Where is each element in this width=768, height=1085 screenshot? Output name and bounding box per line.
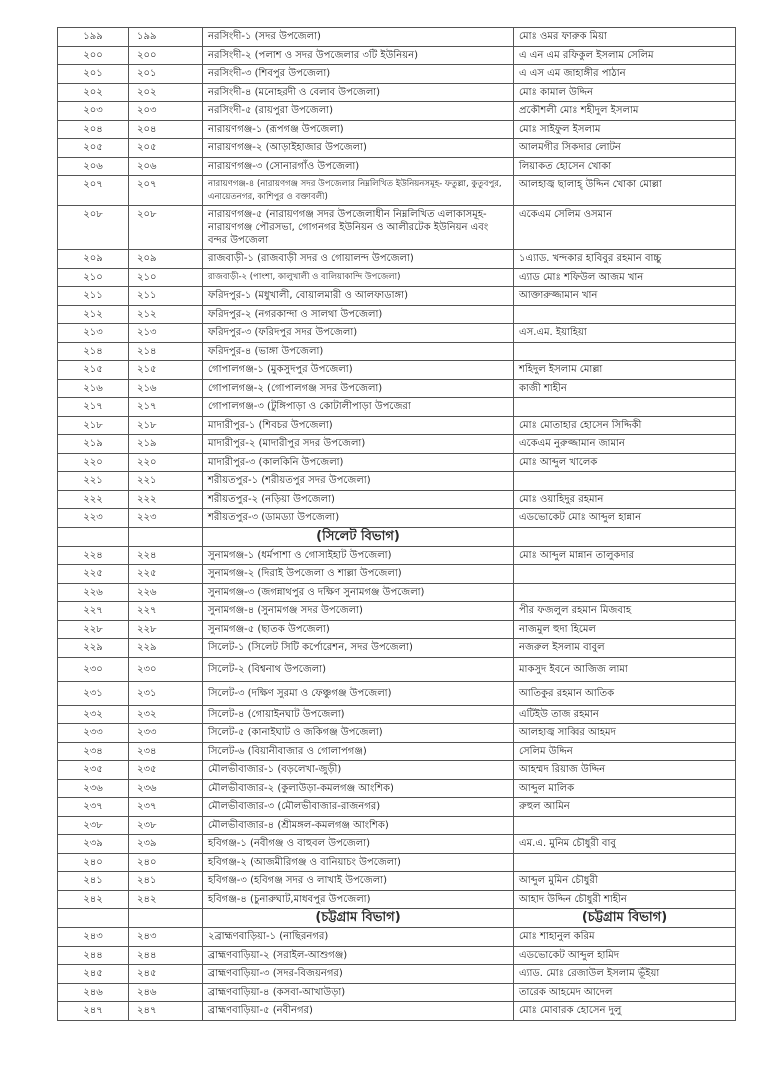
division-title-right bbox=[514, 527, 736, 546]
table-row bbox=[58, 206, 736, 250]
constituency-cell: নরসিংদী-৫ (রায়পুরা উপজেলা) bbox=[203, 102, 514, 121]
seat-number-cell: ২১২ bbox=[129, 305, 203, 324]
candidate-name-cell bbox=[514, 398, 736, 417]
constituency-cell: মৌলভীবাজার-২ (কুলাউড়া-কমলগঞ্জ আংশিক) bbox=[203, 779, 514, 798]
candidate-name-cell: আব্দুল মুমিন চৌধুরী bbox=[514, 872, 736, 891]
seat-number-cell: ২৪১ bbox=[129, 872, 203, 891]
seat-number-cell: ২০৬ bbox=[129, 157, 203, 176]
seat-number-cell: ২১৩ bbox=[129, 324, 203, 343]
candidate-name-cell: এডভোকেট মোঃ আব্দুল হান্নান bbox=[514, 509, 736, 528]
table-row bbox=[58, 176, 736, 206]
seat-number-cell: ২১৬ bbox=[129, 379, 203, 398]
table-row bbox=[58, 139, 736, 158]
serial-number-cell: ২৪০ bbox=[58, 853, 129, 872]
candidate-name-cell: এস.এম. ইয়াহিয়া bbox=[514, 324, 736, 343]
division-title: (চট্টগ্রাম বিভাগ) bbox=[203, 909, 514, 928]
serial-number-cell: ২৪৩ bbox=[58, 928, 129, 947]
constituency-cell: সিলেট-২ (বিশ্বনাথ উপজেলা) bbox=[203, 657, 514, 681]
serial-number-cell: ২০৭ bbox=[58, 176, 129, 206]
table-row bbox=[58, 657, 736, 681]
candidate-name-cell: এম.এ. মুনিম চৌধুরী বাবু bbox=[514, 835, 736, 854]
seat-number-cell: ২৪৭ bbox=[129, 1002, 203, 1021]
seat-number-cell: ২০০ bbox=[129, 46, 203, 65]
candidate-name-cell: এ্যাড মোঃ শফিউল আজম খান bbox=[514, 268, 736, 287]
table-row bbox=[58, 798, 736, 817]
division-header-row bbox=[58, 527, 736, 546]
seat-number-cell: ২২৭ bbox=[129, 602, 203, 621]
constituency-cell: সুনামগঞ্জ-৩ (জগন্নাথপুর ও দক্ষিণ সুনামগঞ্জ উপজেলা) bbox=[203, 583, 514, 602]
seat-number-cell: ২২৪ bbox=[129, 546, 203, 565]
seat-number-cell: ২৩০ bbox=[129, 657, 203, 681]
seat-number-cell: ২২০ bbox=[129, 453, 203, 472]
candidate-name-cell bbox=[514, 342, 736, 361]
seat-number-cell: ২৩৩ bbox=[129, 724, 203, 743]
table-row bbox=[58, 472, 736, 491]
table-row bbox=[58, 1002, 736, 1021]
serial-number-cell: ২৩২ bbox=[58, 705, 129, 724]
constituency-cell: সিলেট-৩ (দক্ষিণ সুরমা ও ফেঞ্চুগঞ্জ উপজেলা) bbox=[203, 681, 514, 705]
division-title: (সিলেট বিভাগ) bbox=[203, 527, 514, 546]
table-row bbox=[58, 28, 736, 47]
serial-number-cell: ২০৯ bbox=[58, 250, 129, 269]
constituency-cell: হবিগঞ্জ-৪ (চুনারুঘাট,মাধবপুর উপজেলা) bbox=[203, 890, 514, 909]
table-row bbox=[58, 157, 736, 176]
table-row bbox=[58, 250, 736, 269]
seat-number-cell: ২৪৬ bbox=[129, 983, 203, 1002]
table-row bbox=[58, 379, 736, 398]
table-row bbox=[58, 565, 736, 584]
serial-number-cell: ২১৭ bbox=[58, 398, 129, 417]
seat-number-cell: ২১৫ bbox=[129, 361, 203, 380]
constituency-cell: গোপালগঞ্জ-২ (গোপালগঞ্জ সদর উপজেলা) bbox=[203, 379, 514, 398]
table-row bbox=[58, 83, 736, 102]
serial-number-cell: ২৩৭ bbox=[58, 798, 129, 817]
seat-number-cell: ২৪৪ bbox=[129, 946, 203, 965]
candidate-name-cell: মোঃ ওয়াহিদুর রহমান bbox=[514, 490, 736, 509]
seat-number-cell: ২০৯ bbox=[129, 250, 203, 269]
constituency-cell: ফরিদপুর-৩ (ফরিদপুর সদর উপজেলা) bbox=[203, 324, 514, 343]
constituency-cell: ফরিদপুর-৪ (ভাঙ্গা উপজেলা) bbox=[203, 342, 514, 361]
serial-number-cell: ২২৭ bbox=[58, 602, 129, 621]
candidate-name-cell: এ এস এম জাহাঙ্গীর পাঠান bbox=[514, 65, 736, 84]
table-row bbox=[58, 816, 736, 835]
table-row bbox=[58, 620, 736, 639]
table-row bbox=[58, 453, 736, 472]
candidate-name-cell: মোঃ আব্দুল মান্নান তালুকদার bbox=[514, 546, 736, 565]
seat-number-cell: ২৩৬ bbox=[129, 779, 203, 798]
constituency-cell: শরীয়তপুর-২ (নড়িয়া উপজেলা) bbox=[203, 490, 514, 509]
seat-number-cell: ২২৫ bbox=[129, 565, 203, 584]
seat-number-cell: ২০৩ bbox=[129, 102, 203, 121]
seat-number-cell: ২২৬ bbox=[129, 583, 203, 602]
table-row bbox=[58, 287, 736, 306]
table-row bbox=[58, 681, 736, 705]
table-row bbox=[58, 120, 736, 139]
constituency-cell: ব্রাহ্মণবাড়িয়া-৩ (সদর-বিজয়নগর) bbox=[203, 965, 514, 984]
table-row bbox=[58, 928, 736, 947]
seat-number-cell: ২১৯ bbox=[129, 435, 203, 454]
seat-number-cell: ২০৭ bbox=[129, 176, 203, 206]
candidate-list-table bbox=[57, 27, 736, 1021]
constituency-cell: শরীয়তপুর-১ (শরীয়তপুর সদর উপজেলা) bbox=[203, 472, 514, 491]
constituency-cell: সিলেট-৪ (গোয়াইনঘাট উপজেলা) bbox=[203, 705, 514, 724]
constituency-cell: সিলেট-১ (সিলেট সিটি কর্পোরেশন, সদর উপজেলা) bbox=[203, 639, 514, 658]
table-row bbox=[58, 416, 736, 435]
seat-number-cell: ২৪৫ bbox=[129, 965, 203, 984]
table-row bbox=[58, 361, 736, 380]
candidate-name-cell: একেএম সেলিম ওসমান bbox=[514, 206, 736, 250]
constituency-cell: ব্রাহ্মণবাড়িয়া-৫ (নবীনগর) bbox=[203, 1002, 514, 1021]
constituency-cell: সিলেট-৫ (কানাইঘাট ও জকিগঞ্জ উপজেলা) bbox=[203, 724, 514, 743]
table-row bbox=[58, 890, 736, 909]
serial-number-cell: ২৩০ bbox=[58, 657, 129, 681]
table-row bbox=[58, 509, 736, 528]
constituency-cell: মাদারীপুর-১ (শিবচর উপজেলা) bbox=[203, 416, 514, 435]
candidate-name-cell: আলহাজ্ব ছালাহ্ উদ্দিন খোকা মোল্লা bbox=[514, 176, 736, 206]
seat-number-cell: ২৩৮ bbox=[129, 816, 203, 835]
serial-number-cell: ২০৬ bbox=[58, 157, 129, 176]
table-row bbox=[58, 742, 736, 761]
serial-number-cell: ২৪৬ bbox=[58, 983, 129, 1002]
serial-number-cell: ২০৩ bbox=[58, 102, 129, 121]
serial-number-cell: ২০২ bbox=[58, 83, 129, 102]
serial-number-cell: ২৩৬ bbox=[58, 779, 129, 798]
serial-number-cell: ২১৯ bbox=[58, 435, 129, 454]
seat-number-cell: ২৩৭ bbox=[129, 798, 203, 817]
table-row bbox=[58, 639, 736, 658]
serial-number-cell: ২৪২ bbox=[58, 890, 129, 909]
candidate-name-cell: মোঃ মোবারক হোসেন দুলু bbox=[514, 1002, 736, 1021]
serial-number-cell: ২৪৭ bbox=[58, 1002, 129, 1021]
table-row bbox=[58, 602, 736, 621]
table-body bbox=[58, 28, 736, 1021]
seat-number-cell: ২০৫ bbox=[129, 139, 203, 158]
table-row bbox=[58, 853, 736, 872]
serial-number-cell: ২১৩ bbox=[58, 324, 129, 343]
seat-number-cell: ২১১ bbox=[129, 287, 203, 306]
table-row bbox=[58, 835, 736, 854]
candidate-name-cell: শহিদুল ইসলাম মোল্লা bbox=[514, 361, 736, 380]
serial-number-cell: ২৩৪ bbox=[58, 742, 129, 761]
division-header-row bbox=[58, 909, 736, 928]
seat-number-cell: ২৩২ bbox=[129, 705, 203, 724]
constituency-cell: সুনামগঞ্জ-৫ (ছাতক উপজেলা) bbox=[203, 620, 514, 639]
serial-number-cell: ২০০ bbox=[58, 46, 129, 65]
seat-number-cell: ২১৭ bbox=[129, 398, 203, 417]
serial-number-cell: ২৩৯ bbox=[58, 835, 129, 854]
seat-number-cell: ২১৪ bbox=[129, 342, 203, 361]
serial-number-cell: ২৩৮ bbox=[58, 816, 129, 835]
constituency-cell: মৌলভীবাজার-৩ (মৌলভীবাজার-রাজনগর) bbox=[203, 798, 514, 817]
serial-number-cell: ২১৪ bbox=[58, 342, 129, 361]
table-row bbox=[58, 583, 736, 602]
seat-number-cell: ২৪২ bbox=[129, 890, 203, 909]
constituency-cell: সিলেট-৬ (বিয়ানীবাজার ও গোলাপগঞ্জ) bbox=[203, 742, 514, 761]
serial-number-cell: ১৯৯ bbox=[58, 28, 129, 47]
seat-number-cell: ২১০ bbox=[129, 268, 203, 287]
seat-number-cell: ২২১ bbox=[129, 472, 203, 491]
serial-number-cell: ২২৬ bbox=[58, 583, 129, 602]
candidate-name-cell: তারেক আহমেদ আদেল bbox=[514, 983, 736, 1002]
table-row bbox=[58, 102, 736, 121]
constituency-cell: নারায়ণগঞ্জ-৫ (নারায়ণগঞ্জ সদর উপজেলাধীন নিম্নলিখিত এলাকাসমূহ- নারায়ণগঞ্জ পৌরসভা, গোগনগর ইউনিয়ন ও আলীরটেক ইউনিয়ন এবং বন্দর উপজেলা bbox=[203, 206, 514, 250]
seat-number-cell: ২৩১ bbox=[129, 681, 203, 705]
seat-number-cell: ২২৮ bbox=[129, 620, 203, 639]
empty-cell bbox=[58, 527, 129, 546]
candidate-name-cell: আতিকুর রহমান আতিক bbox=[514, 681, 736, 705]
serial-number-cell: ২০৮ bbox=[58, 206, 129, 250]
candidate-name-cell bbox=[514, 565, 736, 584]
constituency-cell: রাজবাড়ী-২ (পাংশা, কালুখালী ও বালিয়াকান্দি উপজেলা) bbox=[203, 268, 514, 287]
table-row bbox=[58, 342, 736, 361]
constituency-cell: ২ব্রাহ্মণবাড়িয়া-১ (নাছিরনগর) bbox=[203, 928, 514, 947]
constituency-cell: রাজবাড়ী-১ (রাজবাড়ী সদর ও গোয়ালন্দ উপজেলা) bbox=[203, 250, 514, 269]
candidate-name-cell: মোঃ মোতাহার হোসেন সিদ্দিকী bbox=[514, 416, 736, 435]
candidate-name-cell: আহম্মদ রিয়াজ উদ্দিন bbox=[514, 761, 736, 780]
candidate-name-cell: এডভোকেট আব্দুল হামিদ bbox=[514, 946, 736, 965]
serial-number-cell: ২১১ bbox=[58, 287, 129, 306]
constituency-cell: শরীয়তপুর-৩ (ডামড্যা উপজেলা) bbox=[203, 509, 514, 528]
seat-number-cell: ২২৯ bbox=[129, 639, 203, 658]
serial-number-cell: ২০৫ bbox=[58, 139, 129, 158]
candidate-name-cell bbox=[514, 816, 736, 835]
serial-number-cell: ২২৪ bbox=[58, 546, 129, 565]
constituency-cell: নারায়ণগঞ্জ-৪ (নারায়ণগঞ্জ সদর উপজেলার নিম্নলিখিত ইউনিয়নসমূহ- ফতুল্লা, কুতুবপুর, এনায়েতনগর, কাশিপুর ও বক্তাবলী) bbox=[203, 176, 514, 206]
seat-number-cell: ২৩৯ bbox=[129, 835, 203, 854]
serial-number-cell: ২২০ bbox=[58, 453, 129, 472]
candidate-name-cell: মোঃ কামাল উদ্দিন bbox=[514, 83, 736, 102]
seat-number-cell: ২৩৪ bbox=[129, 742, 203, 761]
constituency-cell: হবিগঞ্জ-১ (নবীগঞ্জ ও বাহুবল উপজেলা) bbox=[203, 835, 514, 854]
division-title-right: (চট্টগ্রাম বিভাগ) bbox=[514, 909, 736, 928]
constituency-cell: হবিগঞ্জ-৩ (হবিগঞ্জ সদর ও লাখাই উপজেলা) bbox=[203, 872, 514, 891]
candidate-name-cell: আলহাজ্ব সাব্বির আহমদ bbox=[514, 724, 736, 743]
serial-number-cell: ২৩৫ bbox=[58, 761, 129, 780]
table-row bbox=[58, 872, 736, 891]
seat-number-cell: ২৩৫ bbox=[129, 761, 203, 780]
seat-number-cell: ২০১ bbox=[129, 65, 203, 84]
empty-cell bbox=[58, 909, 129, 928]
seat-number-cell: ২০৮ bbox=[129, 206, 203, 250]
table-row bbox=[58, 983, 736, 1002]
seat-number-cell: ২২৩ bbox=[129, 509, 203, 528]
serial-number-cell: ২৪১ bbox=[58, 872, 129, 891]
seat-number-cell: ২০২ bbox=[129, 83, 203, 102]
constituency-cell: হবিগঞ্জ-২ (আজমীরিগঞ্জ ও বানিয়াচং উপজেলা) bbox=[203, 853, 514, 872]
table-row bbox=[58, 761, 736, 780]
table-row bbox=[58, 546, 736, 565]
constituency-cell: সুনামগঞ্জ-১ (ধর্মপাশা ও গোসাইহাট উপজেলা) bbox=[203, 546, 514, 565]
candidate-name-cell: নাজমুল হুদা হিমেল bbox=[514, 620, 736, 639]
serial-number-cell: ২১২ bbox=[58, 305, 129, 324]
table-row bbox=[58, 724, 736, 743]
serial-number-cell: ২৪৫ bbox=[58, 965, 129, 984]
candidate-name-cell: মোঃ আব্দুল খালেক bbox=[514, 453, 736, 472]
candidate-name-cell: আব্দুল মালিক bbox=[514, 779, 736, 798]
candidate-name-cell: লিয়াকত হোসেন খোকা bbox=[514, 157, 736, 176]
constituency-cell: সুনামগঞ্জ-৪ (সুনামগঞ্জ সদর উপজেলা) bbox=[203, 602, 514, 621]
candidate-name-cell: মাকসুদ ইবনে আজিজ লামা bbox=[514, 657, 736, 681]
constituency-cell: নারায়ণগঞ্জ-১ (রূপগঞ্জ উপজেলা) bbox=[203, 120, 514, 139]
candidate-name-cell bbox=[514, 583, 736, 602]
candidate-name-cell: আহাদ উদ্দিন চৌধুরী শাহীন bbox=[514, 890, 736, 909]
candidate-name-cell: আক্তারুজ্জামান খান bbox=[514, 287, 736, 306]
candidate-name-cell: এটিইউ তাজ রহমান bbox=[514, 705, 736, 724]
candidate-name-cell: মোঃ শাহানুল করিম bbox=[514, 928, 736, 947]
serial-number-cell: ২০১ bbox=[58, 65, 129, 84]
constituency-cell: সুনামগঞ্জ-২ (দিরাই উপজেলা ও শাল্লা উপজেলা) bbox=[203, 565, 514, 584]
serial-number-cell: ২১৫ bbox=[58, 361, 129, 380]
empty-cell bbox=[129, 909, 203, 928]
serial-number-cell: ২২৩ bbox=[58, 509, 129, 528]
serial-number-cell: ২২৮ bbox=[58, 620, 129, 639]
constituency-cell: নরসিংদী-২ (পলাশ ও সদর উপজেলার ৩টি ইউনিয়ন) bbox=[203, 46, 514, 65]
candidate-name-cell: আলমগীর সিকদার লোটন bbox=[514, 139, 736, 158]
candidate-name-cell: রুহুল আমিন bbox=[514, 798, 736, 817]
serial-number-cell: ২৪৪ bbox=[58, 946, 129, 965]
seat-number-cell: ১৯৯ bbox=[129, 28, 203, 47]
seat-number-cell: ২০৪ bbox=[129, 120, 203, 139]
seat-number-cell: ২৪৩ bbox=[129, 928, 203, 947]
table-row bbox=[58, 705, 736, 724]
table-row bbox=[58, 65, 736, 84]
serial-number-cell: ২২৫ bbox=[58, 565, 129, 584]
table-row bbox=[58, 268, 736, 287]
constituency-cell: মৌলভীবাজার-১ (বড়লেখা-জুড়ী) bbox=[203, 761, 514, 780]
constituency-cell: ব্রাহ্মণবাড়িয়া-২ (সরাইল-আশুগঞ্জ) bbox=[203, 946, 514, 965]
candidate-name-cell: এ্যাড. মোঃ রেজাউল ইসলাম ভূঁইয়া bbox=[514, 965, 736, 984]
constituency-cell: মৌলভীবাজার-৪ (শ্রীমঙ্গল-কমলগঞ্জ আংশিক) bbox=[203, 816, 514, 835]
constituency-cell: ব্রাহ্মণবাড়িয়া-৪ (কসবা-আখাউড়া) bbox=[203, 983, 514, 1002]
constituency-cell: গোপালগঞ্জ-৩ (টুঙ্গিপাড়া ও কোটালীপাড়া উপজেরা bbox=[203, 398, 514, 417]
table-row bbox=[58, 779, 736, 798]
constituency-cell: মাদারীপুর-৩ (কালকিনি উপজেলা) bbox=[203, 453, 514, 472]
table-row bbox=[58, 46, 736, 65]
constituency-cell: মাদারীপুর-২ (মাদারীপুর সদর উপজেলা) bbox=[203, 435, 514, 454]
serial-number-cell: ২১৮ bbox=[58, 416, 129, 435]
serial-number-cell: ২৩১ bbox=[58, 681, 129, 705]
candidate-name-cell: পীর ফজলুল রহমান মিজবাহ bbox=[514, 602, 736, 621]
constituency-cell: নারায়ণগঞ্জ-৩ (সোনারগাঁও উপজেলা) bbox=[203, 157, 514, 176]
candidate-name-cell bbox=[514, 472, 736, 491]
constituency-cell: নরসিংদী-৩ (শিবপুর উপজেলা) bbox=[203, 65, 514, 84]
table-row bbox=[58, 965, 736, 984]
constituency-cell: ফরিদপুর-২ (নগরকান্দা ও সালথা উপজেলা) bbox=[203, 305, 514, 324]
candidate-name-cell: প্রকৌশলী মোঃ শহীদুল ইসলাম bbox=[514, 102, 736, 121]
candidate-name-cell bbox=[514, 305, 736, 324]
candidate-name-cell: এ এন এম রফিকুল ইসলাম সেলিম bbox=[514, 46, 736, 65]
candidate-name-cell: মোঃ সাইফুল ইসলাম bbox=[514, 120, 736, 139]
table-row bbox=[58, 324, 736, 343]
table-row bbox=[58, 398, 736, 417]
seat-number-cell: ২১৮ bbox=[129, 416, 203, 435]
table-row bbox=[58, 946, 736, 965]
candidate-name-cell: একেএম নুরুজ্জামান জামান bbox=[514, 435, 736, 454]
seat-number-cell: ২২২ bbox=[129, 490, 203, 509]
constituency-cell: গোপালগঞ্জ-১ (মুকসুদপুর উপজেলা) bbox=[203, 361, 514, 380]
constituency-cell: ফরিদপুর-১ (মধুখালী, বোয়ালমারী ও আলফাডাঙ্গা) bbox=[203, 287, 514, 306]
candidate-name-cell: নজরুল ইসলাম বাবুল bbox=[514, 639, 736, 658]
serial-number-cell: ২২৯ bbox=[58, 639, 129, 658]
serial-number-cell: ২১৬ bbox=[58, 379, 129, 398]
candidate-name-cell: ১এ্যাড. খন্দকার হাবিবুর রহমান বাচ্চু bbox=[514, 250, 736, 269]
table-row bbox=[58, 490, 736, 509]
candidate-name-cell: সেলিম উদ্দিন bbox=[514, 742, 736, 761]
serial-number-cell: ২২২ bbox=[58, 490, 129, 509]
empty-cell bbox=[129, 527, 203, 546]
constituency-cell: নরসিংদী-১ (সদর উপজেলা) bbox=[203, 28, 514, 47]
candidate-name-cell: কাজী শাহীন bbox=[514, 379, 736, 398]
serial-number-cell: ২২১ bbox=[58, 472, 129, 491]
constituency-cell: নরসিংদী-৪ (মনোহরদী ও বেলাব উপজেলা) bbox=[203, 83, 514, 102]
serial-number-cell: ২০৪ bbox=[58, 120, 129, 139]
candidate-name-cell bbox=[514, 853, 736, 872]
table-row bbox=[58, 305, 736, 324]
constituency-cell: নারায়ণগঞ্জ-২ (আড়াইহাজার উপজেলা) bbox=[203, 139, 514, 158]
seat-number-cell: ২৪০ bbox=[129, 853, 203, 872]
serial-number-cell: ২৩৩ bbox=[58, 724, 129, 743]
serial-number-cell: ২১০ bbox=[58, 268, 129, 287]
table-row bbox=[58, 435, 736, 454]
candidate-name-cell: মোঃ ওমর ফারুক মিয়া bbox=[514, 28, 736, 47]
